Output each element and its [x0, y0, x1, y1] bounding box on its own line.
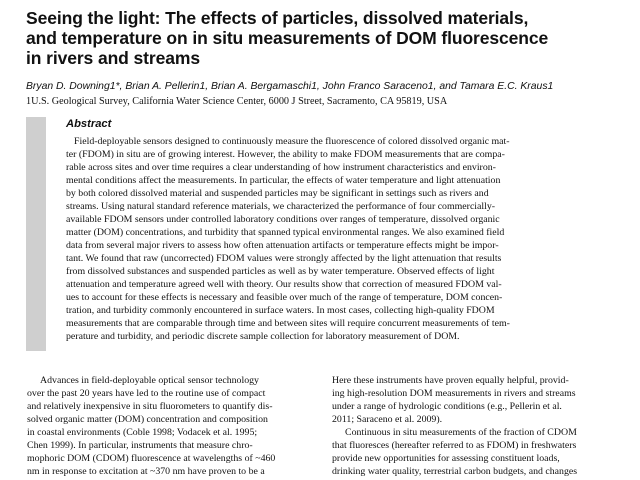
abstract-sidebar-bar — [26, 117, 46, 351]
abstract-line: tration, and turbidity commonly encountered in surface waters. In most cases, collecting high-quality FDOM — [66, 305, 495, 316]
title-line: in rivers and streams — [26, 48, 200, 68]
abstract-line: by both colored dissolved material and suspended particles may be significant in settings such as rivers and — [66, 188, 489, 199]
body-line: Here these instruments have proven equally helpful, provid- — [332, 375, 569, 386]
body-line: in coastal environments (Coble 1998; Vodacek et al. 1995; — [27, 427, 258, 438]
body-line: drinking water quality, terrestrial carbon budgets, and changes — [332, 466, 578, 477]
body-line: provide new opportunities for assessing constituent loads, — [332, 453, 560, 464]
article-title — [26, 8, 626, 68]
body-line: 2011; Saraceno et al. 2009). — [332, 414, 443, 425]
abstract-line: rable across sites and over time requires a clear understanding of how instrument characteristics and environ- — [66, 162, 496, 173]
body-line: mophoric DOM (CDOM) fluorescence at wavelengths of ~460 — [27, 453, 276, 464]
abstract-line: available FDOM sensors under controlled laboratory conditions over ranges of temperature, dissolved organic — [66, 214, 500, 225]
body-line: and relatively inexpensive in situ fluorometers to quantify dis- — [27, 401, 273, 412]
abstract-line: ter (FDOM) in situ are of growing interest. However, the ability to make FDOM measurements that are compa- — [66, 149, 505, 160]
body-line: Continuous in situ measurements of the fraction of CDOM — [345, 427, 577, 438]
abstract-line: matter (DOM) concentrations, and turbidity that spanned typical environmental ranges. We also examined field — [66, 227, 505, 238]
abstract-line: perature and turbidity, and periodic discrete sample collection for laboratory measurement of DOM. — [66, 331, 460, 342]
abstract-line: mental conditions affect the measurements. In particular, the effects of water temperature and light attenuation — [66, 175, 501, 186]
body-line: ing high-resolution DOM measurements in rivers and streams — [332, 388, 576, 399]
body-line: nm in response to excitation at ~370 nm have proven to be a — [27, 466, 265, 477]
title-line: and temperature on in situ measurements of DOM fluorescence — [26, 28, 549, 48]
abstract-line: data from several major rivers to assess how often attenuation artifacts or temperature effects might be impor- — [66, 240, 499, 251]
body-line: solved organic matter (DOM) concentration and composition — [27, 414, 268, 425]
body-line: Chen 1999). In particular, instruments that measure chro- — [27, 440, 253, 451]
author-list: Bryan D. Downing1*, Brian A. Pellerin1, Brian A. Bergamaschi1, John Franco Saraceno1, and Tamara E.C. Kraus1 — [26, 81, 554, 92]
abstract-line: tant. We found that raw (uncorrected) FDOM values were strongly affected by the light attenuation that results — [66, 253, 502, 264]
body-line: under a range of hydrologic conditions (e.g., Pellerin et al. — [332, 401, 562, 412]
abstract-line: Field-deployable sensors designed to continuously measure the fluorescence of colored dissolved organic mat- — [74, 136, 510, 147]
abstract-heading: Abstract — [66, 118, 112, 130]
body-line: that fluoresces (hereafter referred to as FDOM) in freshwaters — [332, 440, 577, 451]
abstract-line: ues to account for these effects is necessary and feasible over much of the range of temperature, DOM concen- — [66, 292, 503, 303]
abstract-line: from dissolved substances and suspended particles as well as by water temperature. Observed effects of light — [66, 266, 495, 277]
body-line: Advances in field-deployable optical sensor technology — [40, 375, 259, 386]
abstract-line: streams. Using natural standard reference materials, we characterized the performance of four commercially- — [66, 201, 496, 212]
author-affiliation: 1U.S. Geological Survey, California Water Science Center, 6000 J Street, Sacramento, CA 95819, USA — [26, 96, 448, 107]
abstract-line: attenuation and temperature agreed well with theory. Our results show that correction of measured FDOM val- — [66, 279, 502, 290]
title-line: Seeing the light: The effects of particles, dissolved materials, — [26, 8, 529, 28]
body-line: over the past 20 years have led to the routine use of compact — [27, 388, 266, 399]
abstract-line: measurements that are comparable through time and between sites will require concurrent measurements of tem- — [66, 318, 510, 329]
